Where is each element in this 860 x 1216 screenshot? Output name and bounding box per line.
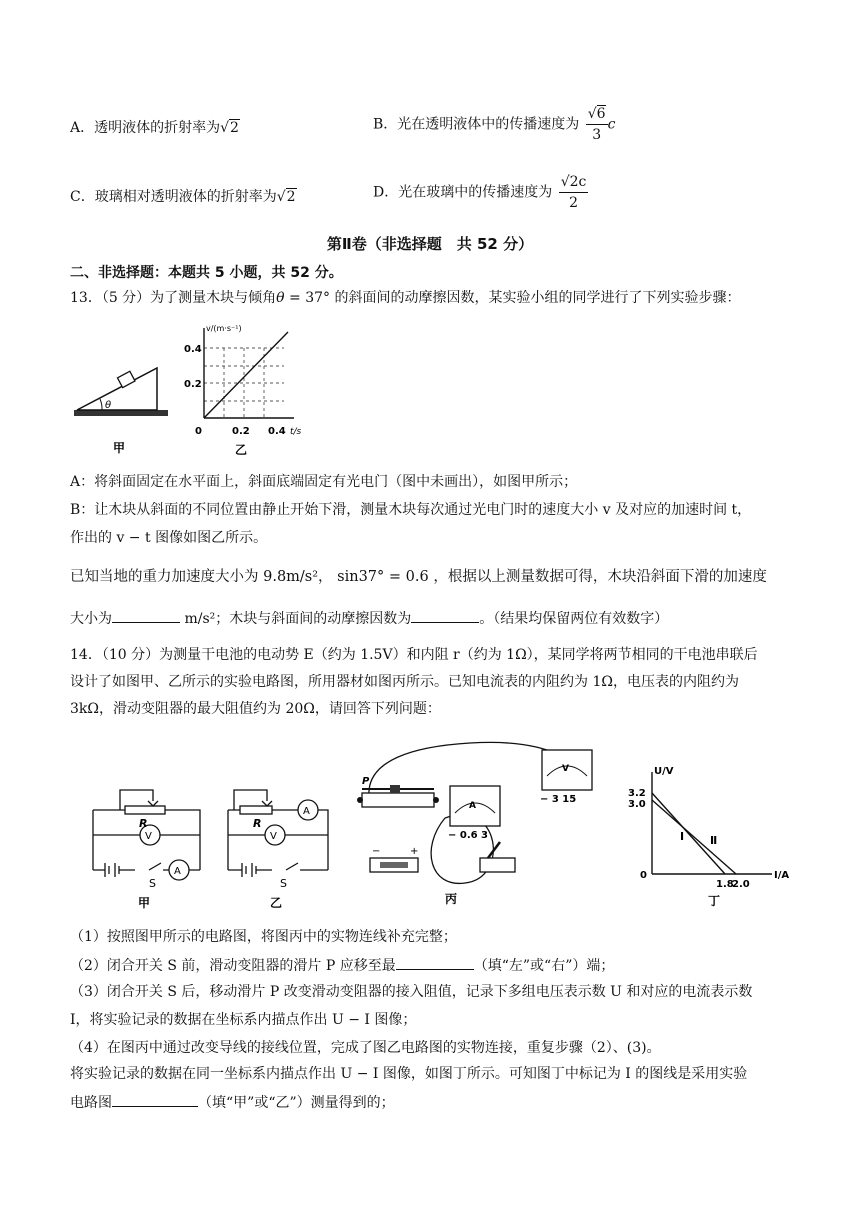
rheostat	[240, 806, 272, 814]
i-tick: 2.0	[732, 879, 750, 890]
answer-blank-direction[interactable]	[396, 955, 474, 970]
incline	[77, 368, 157, 410]
voltmeter-scale: − 3 15	[540, 794, 577, 805]
radicand: 6	[596, 106, 606, 122]
theta: θ	[276, 290, 285, 306]
x-tick: 0.4	[268, 426, 286, 437]
q14-part-3a: （3）闭合开关 S 后，移动滑片 P 改变滑动变阻器的接入阻值，记录下多组电压表示数 U 和对应的电流表示数	[70, 984, 753, 1000]
i-tick: 1.8	[716, 879, 734, 890]
voltmeter-label: V	[145, 831, 152, 842]
q13-intro	[70, 288, 741, 308]
y-tick: 0.2	[184, 379, 202, 390]
u-tick: 3.0	[628, 799, 646, 810]
ammeter-label: A	[469, 801, 476, 811]
radicand: 2	[286, 189, 296, 205]
ground	[74, 410, 168, 416]
q14-part-3b: I，将实验记录的数据在坐标系内描点作出 U − I 图像；	[70, 1012, 417, 1028]
slider-label: P	[362, 776, 370, 787]
answer-blank-acceleration[interactable]	[112, 608, 180, 623]
answer-blank-friction[interactable]	[411, 608, 479, 623]
sqrt-symbol: √2	[220, 120, 239, 136]
radicand: 2c	[569, 174, 587, 190]
svg-text:−: −	[372, 846, 381, 857]
q14-part-4: （4）在图丙中通过改变导线的接线位置，完成了图乙电路图的实物连接，重复步骤（2）、(3)。	[70, 1040, 661, 1056]
ask-part: 。（结果均保留两位有效数字）	[479, 611, 669, 627]
svg-text:+: +	[410, 846, 419, 857]
option-a	[70, 118, 240, 138]
battery-symbol	[105, 863, 119, 877]
voltmeter-label: V	[562, 764, 569, 774]
grid	[204, 348, 284, 418]
q14-part-1: （1）按照图甲所示的电路图，将图丙中的实物连线补充完整；	[70, 929, 457, 945]
answer-blank-circuit[interactable]	[112, 1092, 198, 1107]
section-title: 二、非选择题：本题共 5 小题，共 52 分。	[70, 265, 343, 281]
fraction	[559, 172, 589, 213]
option-d	[373, 172, 588, 213]
sqrt-symbol: √2	[276, 189, 296, 205]
denominator: 3	[592, 127, 602, 143]
rheostat	[125, 806, 165, 814]
intro-part: = 37° 的斜面间的动摩擦因数，某实验小组的同学进行了下列实验步骤：	[284, 290, 741, 306]
battery-symbol	[242, 863, 256, 877]
part-text: 电路图	[70, 1095, 112, 1111]
q14-intro-1: 14．（10 分）为测量干电池的电动势 E（约为 1.5V）和内阻 r（约为 1Ω），某同学将两节相同的干电池串联后	[70, 647, 758, 663]
angle-arc	[100, 399, 102, 410]
block	[117, 371, 135, 387]
part-text: （填“甲”或“乙”）测量得到的；	[198, 1095, 395, 1111]
circuit-jia	[85, 775, 210, 910]
rheostat-label: R	[253, 817, 262, 830]
ask-part: 大小为	[70, 611, 112, 627]
figure-caption: 丁	[708, 894, 721, 908]
x-axis-label: t/s	[290, 427, 302, 437]
y-tick: 0.4	[184, 344, 202, 355]
q14-part-2	[70, 955, 614, 976]
option-d-label: D．光在玻璃中的传播速度为	[373, 184, 553, 201]
ammeter-scale: − 0.6 3	[448, 830, 489, 841]
origin-label: 0	[640, 870, 647, 881]
figure-caption: 乙	[270, 896, 283, 910]
apparatus-bing	[350, 738, 600, 908]
fraction	[586, 104, 608, 145]
rheostat-device	[362, 793, 434, 807]
q14-part-5a: 将实验记录的数据在同一坐标系内描点作出 U − I 图像，如图丁所示。可知图丁中标记为 I 的图线是采用实验	[70, 1066, 748, 1082]
part-title: 第Ⅱ卷（非选择题 共 52 分）	[326, 235, 534, 253]
suffix: c	[607, 116, 616, 133]
option-a-label: A．透明液体的折射率为	[70, 120, 221, 136]
q14-intro-3: 3kΩ，滑动变阻器的最大阻值约为 20Ω，请回答下列问题：	[70, 701, 441, 717]
i-axis-label: I/A	[774, 870, 790, 881]
voltmeter-label: V	[270, 831, 277, 842]
numerator: √6	[586, 104, 608, 125]
q13-step-b2: 作出的 v − t 图像如图乙所示。	[70, 530, 268, 546]
q14-part-5b	[70, 1092, 395, 1113]
switch-label: S	[280, 877, 287, 890]
option-c-label: C．玻璃相对透明液体的折射率为	[70, 189, 277, 205]
part-text: （2）闭合开关 S 前，滑动变阻器的滑片 P 应移至最	[70, 958, 396, 974]
q14-intro-2: 设计了如图甲、乙所示的实验电路图，所用器材如图丙所示。已知电流表的内阻约为 1Ω，电压表的内阻约为	[70, 674, 739, 690]
figure-caption: 丙	[445, 892, 458, 906]
q13-step-a: A：将斜面固定在水平面上，斜面底端固定有光电门（图中未画出），如图甲所示；	[70, 474, 578, 490]
y-axis-label: v/(m·s⁻¹)	[206, 324, 242, 333]
ask-part: m/s²；木块与斜面间的动摩擦因数为	[180, 611, 412, 627]
u-axis-label: U/V	[654, 766, 674, 777]
part-text: （填“左”或“右”）端；	[473, 958, 615, 974]
ui-graph	[620, 762, 790, 912]
circuit-yi	[220, 775, 335, 910]
vt-graph	[180, 322, 310, 460]
denominator: 2	[569, 195, 578, 211]
numerator: √2c	[559, 172, 589, 193]
x-tick: 0.2	[232, 426, 250, 437]
ammeter-label: A	[303, 806, 310, 817]
q13-given: 已知当地的重力加速度大小为 9.8m/s²， sin37° = 0.6 ，根据以上测量数据可得，木块沿斜面下滑的加速度	[70, 569, 767, 585]
rheostat-label: R	[139, 817, 148, 830]
data-line	[204, 332, 288, 418]
switch-label: S	[149, 877, 156, 890]
angle-label: θ	[105, 400, 112, 411]
q13-step-b1: B：让木块从斜面的不同位置由静止开始下滑，测量木块每次通过光电门时的速度大小 v 及对应的加速时间 t，	[70, 502, 752, 518]
figure-caption: 甲	[113, 441, 126, 455]
figure-caption: 乙	[235, 443, 248, 457]
switch-device	[480, 858, 515, 872]
u-tick: 3.2	[628, 788, 646, 799]
figure-caption: 甲	[138, 896, 151, 910]
intro-part: 13．（5 分）为了测量木块与倾角	[70, 290, 277, 306]
origin-label: 0	[195, 426, 202, 437]
line-I-label: Ⅰ	[680, 830, 685, 843]
radicand: 2	[230, 120, 239, 136]
incline-figure	[72, 360, 172, 460]
q13-ask	[70, 608, 668, 629]
option-c	[70, 187, 297, 207]
option-b-label: B．光在透明液体中的传播速度为	[373, 116, 580, 133]
option-b	[373, 104, 615, 145]
ammeter-label: A	[174, 866, 181, 877]
line-II-label: Ⅱ	[710, 834, 718, 847]
line-II	[652, 800, 736, 874]
